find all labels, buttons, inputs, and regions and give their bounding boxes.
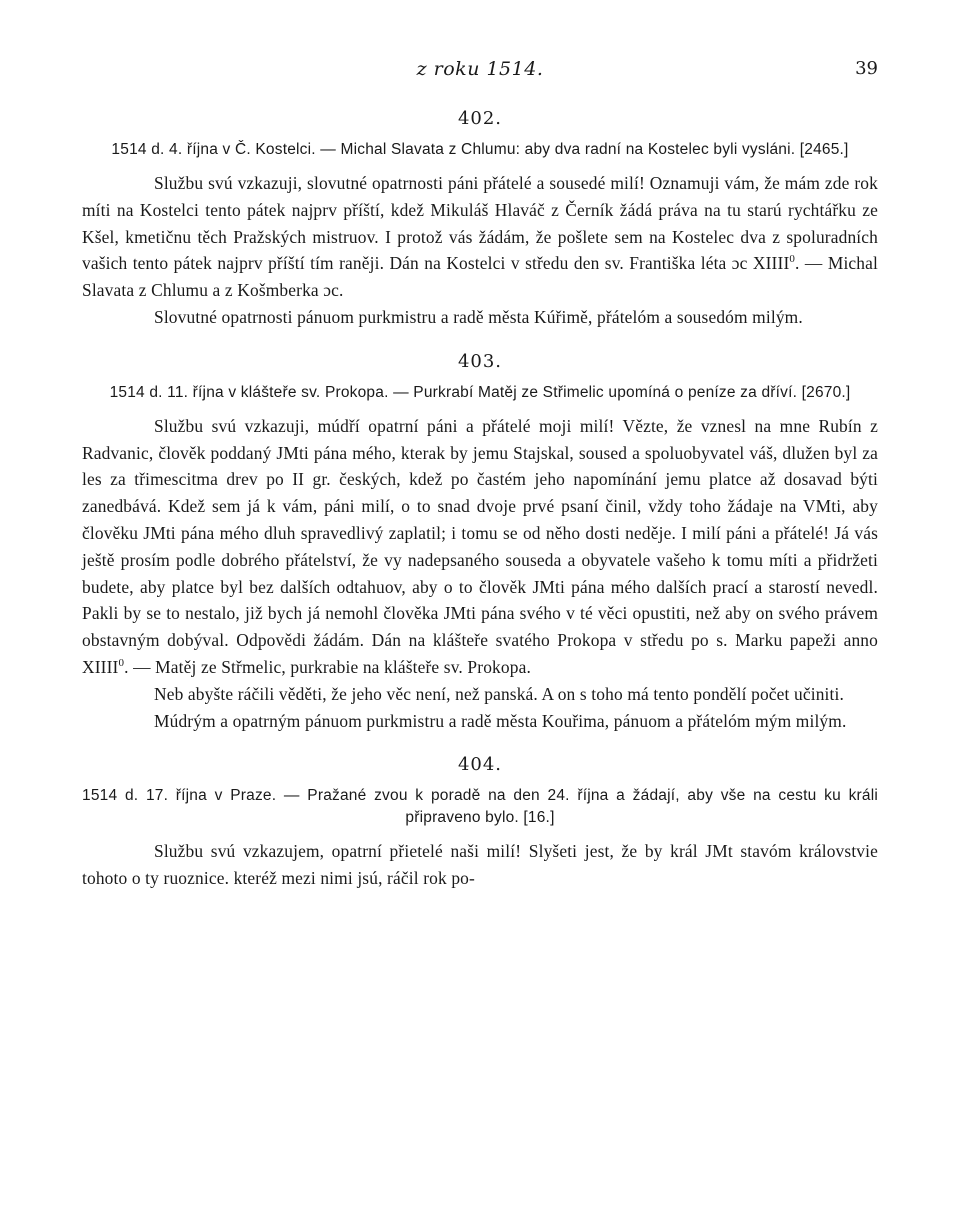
letter-superscript: 0 [118, 657, 125, 670]
entry-heading: 1514 d. 17. října v Praze. — Pražané zvou k poradě na den 24. října a žádají, aby vše na cestu ku králi připraveno bylo. [16.] [82, 787, 878, 827]
entry-heading: 1514 d. 11. října v klášteře sv. Prokopa. — Purkrabí Matěj ze Střimelic upomíná o peníze za dříví. [2670.] [109, 383, 851, 401]
letter-postscript: Neb abyšte ráčili věděti, že jeho věc není, než panská. A on s toho má tento pondělí počet učiniti. [154, 683, 844, 704]
letter-text: Službu svú vzkazujem, opatrní přietelé naši milí! Slyšeti jest, že by král JMt stavóm královstvie tohoto o ty ruoznice. kteréž mezi nimi jsú, ráčil rok po- [82, 841, 878, 889]
document-entry [82, 754, 878, 892]
letter-text [82, 413, 878, 681]
letter-body: Službu svú vzkazuji, slovutné opatrnosti páni přátelé a sousedé milí! Oznamuji vám, že mám zde rok míti na Kostelci tento pátek najprv příští, kdež Mikuláš Hlaváč z Černík žádá práva na tu starú rychtářku ze Kšel, kmetičnu těch Pražských mistruov. I protož vás žádám, že pošlete sem na Kostelec dva z spoluradních vašich tento pátek najprv příští tím raněji. Dán na Kostelci v středu den sv. Františka léta ɔc XIIII [82, 173, 878, 274]
page-number: 39 [855, 58, 878, 79]
entry-heading: 1514 d. 4. října v Č. Kostelci. — Michal Slavata z Chlumu: aby dva radní na Kostelec byli vysláni. [2465.] [111, 141, 849, 158]
document-entry [82, 351, 878, 735]
running-title: z roku 1514. [416, 58, 544, 80]
book-page [82, 58, 878, 892]
letter-body: Službu svú vzkazuji, múdří opatrní páni a přátelé moji milí! Vězte, že vznesl na mne Rubín z Radvanic, člověk poddaný JMti pána mého, kterak by jemu Stajskal, soused a spoluobyvatel váš, dlužen byl za les za třimescitma drev po II gr. českých, kdež po častém jeho napomínání jemu platce až dosavad býti zanedbává. Kdež sem já k vám, páni milí, o to snad dvoje prvé psaní činil, vždy toho žádaje na VMti, aby člověku JMti pána mého dluh spravedlivý zaplatil; i tomu se od něho dosti neděje. I milí páni a přátelé! Já vás ještě prosím podle dobrého přátelství, že vy nadepsaného souseda a obyvatele vašeho k tomu míti a přidržeti budete, aby platce byl bez dalších odtahuov, aby o to člověk JMti pána mého dalších prací a starostí nevedl. Pakli by se to nestalo, již bych já nemohl člověka JMti pána svého v té věci opustiti, než aby on svého právem obstavným dobýval. Odpovědi žádám. Dán na klášteře svatého Prokopa v středu po s. Marku papeži anno XIIII [82, 415, 878, 677]
letter-address: Múdrým a opatrným pánuom purkmistru a radě města Kouřima, pánuom a přátelóm mým milým. [154, 710, 847, 731]
entry-number: 404. [457, 754, 503, 776]
letter-closing: . — Matěj ze Střmelic, purkrabie na klášteře sv. Prokopa. [124, 656, 531, 677]
document-entry [82, 108, 878, 331]
letter-address: Slovutné opatrnosti pánuom purkmistru a radě města Kúřimě, přátelóm a sousedóm milým. [154, 306, 803, 327]
entry-number: 402. [457, 108, 503, 129]
running-header [82, 58, 878, 90]
entry-number: 403. [457, 350, 503, 372]
letter-closing: . — Michal Slavata z Chlumu a z Košmberka ɔc. [82, 253, 878, 301]
letter-text [82, 170, 878, 304]
letter-superscript: 0 [789, 253, 796, 266]
